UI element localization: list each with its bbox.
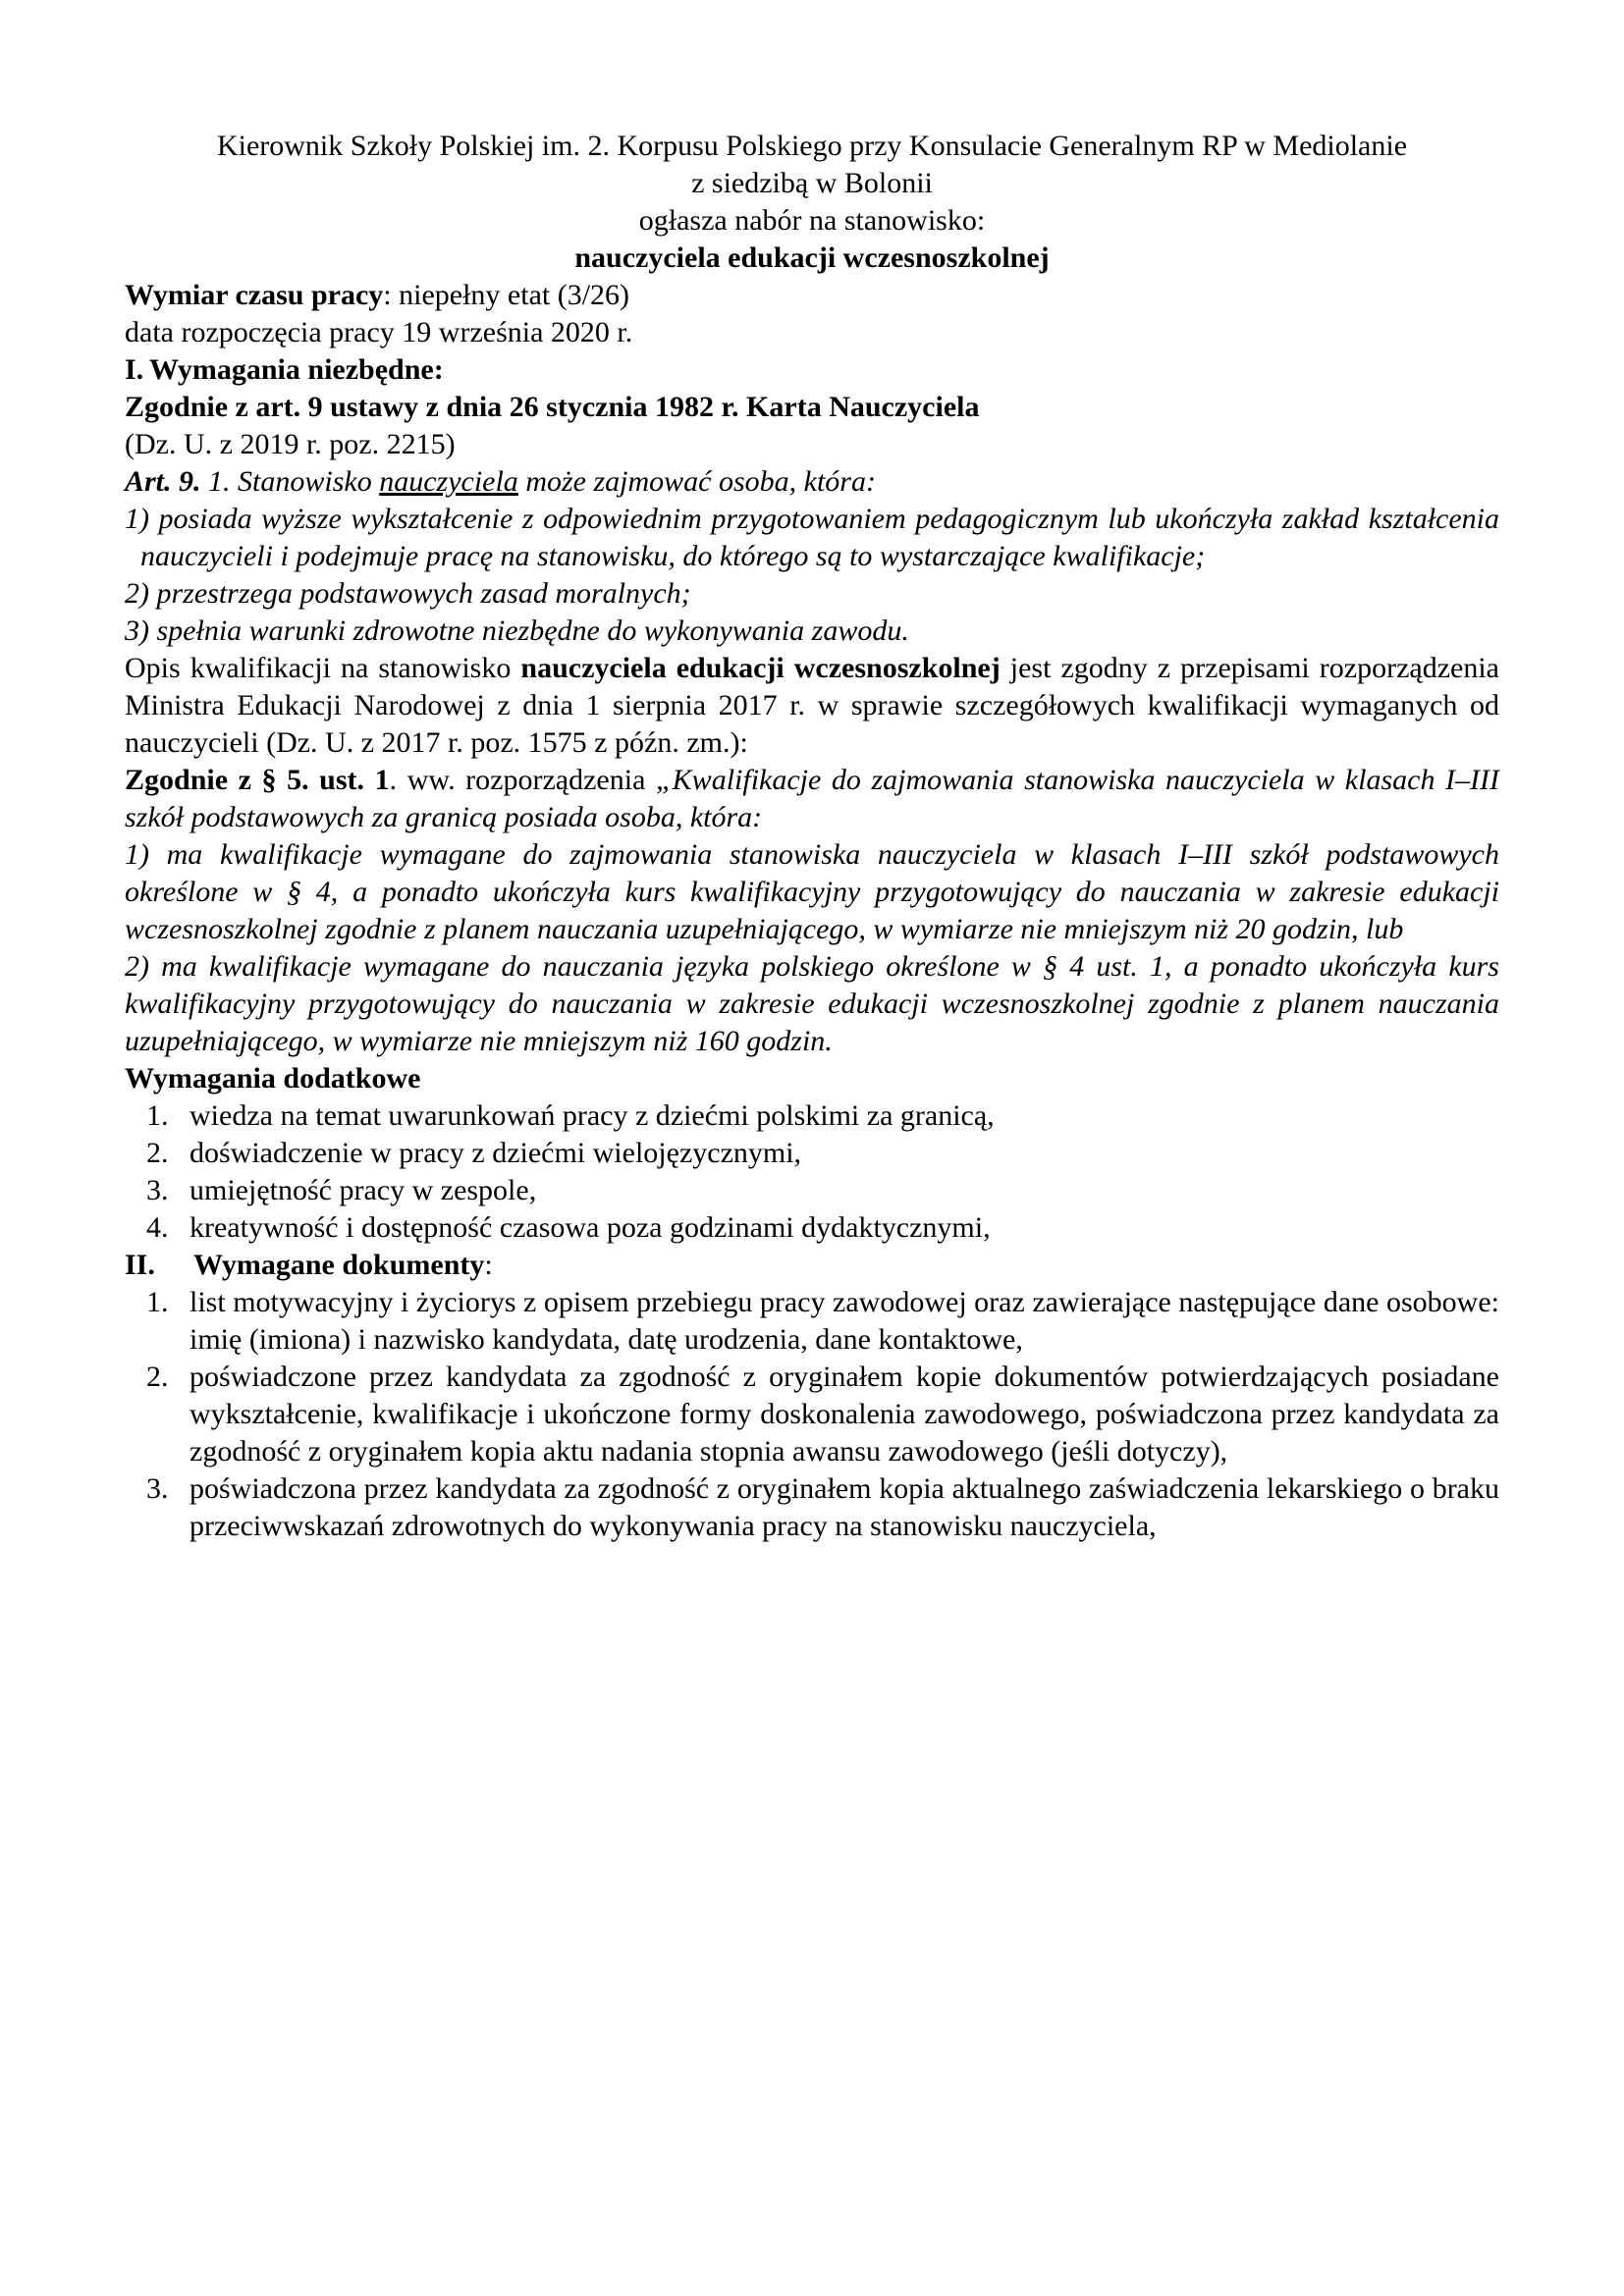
employment-terms [125,277,1499,351]
item-number: 2. [146,1361,169,1393]
additional-item [125,1172,1499,1209]
item-text: wiedza na temat uwarunkowań pracy z dziećmi polskimi za granicą, [189,1099,995,1132]
work-time-line [125,277,1499,314]
legal-ref-line: (Dz. U. z 2019 r. poz. 2215) [125,428,456,460]
par5-mid: . ww. rozporządzenia [389,764,656,796]
item-text: doświadczenie w pracy z dziećmi wielojęzycznymi, [189,1137,802,1169]
section-ii-number: II. [125,1249,155,1281]
work-time-value: : niepełny etat (3/26) [383,279,630,311]
art9-intro [125,463,1499,501]
item-number: 3. [146,1174,169,1206]
additional-requirements-heading: Wymagania dodatkowe [125,1062,421,1095]
art9-item-2: 2) przestrzega podstawowych zasad moralnych; [125,577,691,610]
item-number: 1. [146,1286,169,1318]
item-text: kreatywność i dostępność czasowa poza godzinami dydaktycznymi, [189,1211,991,1244]
header-line-1: Kierownik Szkoły Polskiej im. 2. Korpusu Polskiego przy Konsulacie Generalnym RP w Mediolanie [216,130,1408,162]
art9-intro-pre: 1. Stanowisko [200,465,380,498]
item-text: poświadczone przez kandydata za zgodność z oryginałem kopie dokumentów potwierdzających posiadane wykształcenie, kwalifikacje i ukończone formy doskonalenia zawodowego, poświadczona przez kandydata za zgodność z oryginałem kopia aktu nadania stopnia awansu zawodowego (jeśli dotyczy), [189,1361,1499,1468]
par5-intro [125,762,1499,836]
item-number: 4. [146,1211,169,1244]
art9-item-1: 1) posiada wyższe wykształcenie z odpowiednim przygotowaniem pedagogicznym lub ukończyła zakład kształcenia nauczycieli i podejmuje pracę na stanowisku, do którego są to wystarczające kwalifikacje; [125,503,1499,572]
work-time-label: Wymiar czasu pracy [125,279,384,311]
par5-quote: „Kwalifikacje do zajmowania stanowiska nauczyciela w klasach I–III szkół podstawowych za granicą posiada osoba, która: [125,764,1499,833]
qualification-description [125,650,1499,762]
legal-basis-line: Zgodnie z art. 9 ustawy z dnia 26 stycznia 1982 r. Karta Nauczyciela [125,391,980,423]
art9-item-3: 3) spełnia warunki zdrowotne niezbędne do wykonywania zawodu. [125,614,909,647]
section-i-title: Wymagania niezbędne: [149,353,444,386]
additional-item [125,1135,1499,1172]
par5-item-2: 2) ma kwalifikacje wymagane do nauczania języka polskiego określone w § 4 ust. 1, a ponadto ukończyła kurs kwalifikacyjny przygotowujący do nauczania w zakresie edukacji wczesnoszkolnej zgodnie z planem nauczania uzupełniającego, w wymiarze nie mniejszym niż 160 godzin. [125,950,1499,1057]
par5-item-1: 1) ma kwalifikacje wymagane do zajmowania stanowiska nauczyciela w klasach I–III szkół podstawowych określone w § 4, a ponadto ukończyła kurs kwalifikacyjny przygotowujący do nauczania w zakresie edukacji wczesnoszkolnej zgodnie z planem nauczania uzupełniającego, w wymiarze nie mniejszym niż 20 godzin, lub [125,838,1499,945]
announcement-line: ogłasza nabór na stanowisko: [638,204,986,237]
start-date-line: data rozpoczęcia pracy 19 września 2020 r. [125,316,633,348]
section-ii-colon: : [484,1249,493,1281]
item-number: 2. [146,1137,169,1169]
opis-post: jest zgodny z przepisami rozporządzenia Ministra Edukacji Narodowej z dnia 1 sierpnia 2017 r. w sprawie szczegółowych kwalifikacji wymaganych od nauczycieli (Dz. U. z 2017 r. poz. 1575 z późn. zm.): [125,652,1499,759]
section-i-number: I. [125,353,144,386]
item-text: list motywacyjny i życiorys z opisem przebiegu pracy zawodowej oraz zawierające następujące dane osobowe: imię (imiona) i nazwisko kandydata, datę urodzenia, dane kontaktowe, [189,1286,1499,1356]
document-item [125,1284,1499,1359]
opis-pre: Opis kwalifikacji na stanowisko [125,652,521,684]
header-line-2: z siedzibą w Bolonii [691,167,933,199]
position-title: nauczyciela edukacji wczesnoszkolnej [574,241,1050,274]
item-number: 3. [146,1472,169,1505]
art9-block [125,463,1499,650]
art9-underlined-word: nauczyciela [379,465,518,498]
art9-label: Art. 9. [125,465,201,498]
par5-bold: Zgodnie z § 5. ust. 1 [125,764,390,796]
section-i-heading [125,351,1499,389]
art9-intro-post: może zajmować osoba, która: [517,465,876,498]
item-text: poświadczona przez kandydata za zgodność z oryginałem kopia aktualnego zaświadczenia lekarskiego o braku przeciwwskazań zdrowotnych do wykonywania pracy na stanowisku nauczyciela, [189,1472,1499,1542]
section-ii-heading [125,1247,1499,1284]
par5-block [125,762,1499,1060]
item-text: umiejętność pracy w zespole, [189,1174,537,1206]
document-item [125,1470,1499,1545]
additional-requirements-list [125,1097,1499,1247]
opis-bold: nauczyciela edukacji wczesnoszkolnej [520,652,1001,684]
document-header [125,128,1499,202]
required-documents-list [125,1284,1499,1545]
section-ii-title: Wymagane dokumenty [193,1249,485,1281]
additional-item [125,1097,1499,1135]
additional-item [125,1209,1499,1247]
document-item [125,1359,1499,1470]
item-number: 1. [146,1099,169,1132]
